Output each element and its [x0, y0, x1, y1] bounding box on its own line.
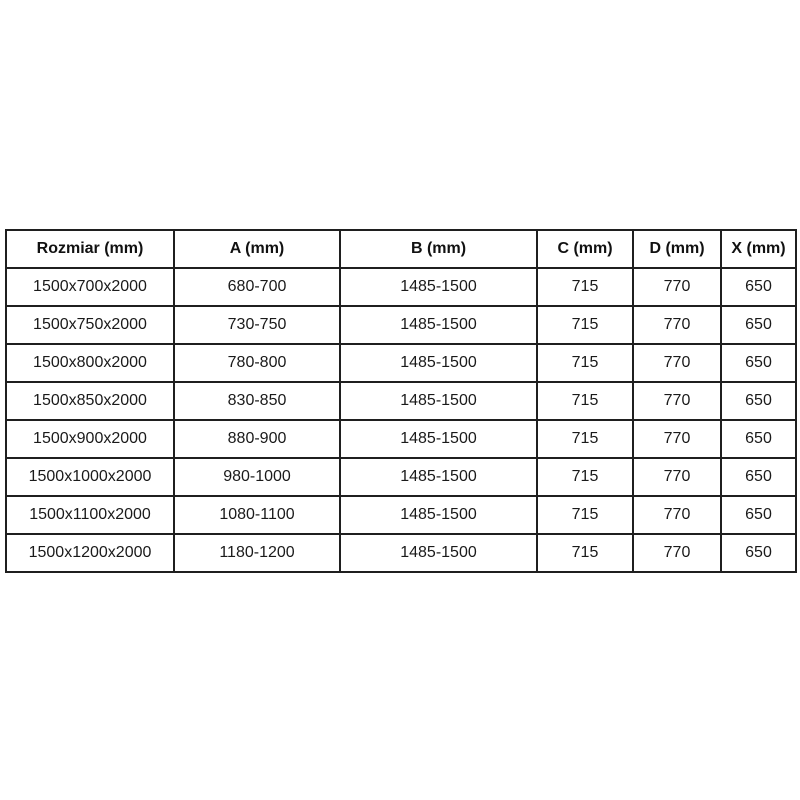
table-cell: 650	[721, 344, 796, 382]
table-cell: 1500x700x2000	[6, 268, 174, 306]
table-cell: 1500x750x2000	[6, 306, 174, 344]
column-header-d: D (mm)	[633, 230, 721, 268]
table-cell: 1485-1500	[340, 344, 537, 382]
table-cell: 770	[633, 382, 721, 420]
table-cell: 830-850	[174, 382, 340, 420]
table-cell: 650	[721, 268, 796, 306]
table-row	[6, 268, 796, 306]
table-row	[6, 306, 796, 344]
table-cell: 1080-1100	[174, 496, 340, 534]
column-header-b: B (mm)	[340, 230, 537, 268]
column-header-c: C (mm)	[537, 230, 633, 268]
table-cell: 770	[633, 458, 721, 496]
table-cell: 1180-1200	[174, 534, 340, 572]
table-cell: 1500x1000x2000	[6, 458, 174, 496]
table-row	[6, 420, 796, 458]
table-row	[6, 382, 796, 420]
table-cell: 715	[537, 458, 633, 496]
table-cell: 1485-1500	[340, 420, 537, 458]
table-cell: 715	[537, 306, 633, 344]
table-cell: 650	[721, 306, 796, 344]
table-cell: 880-900	[174, 420, 340, 458]
table-cell: 1500x1200x2000	[6, 534, 174, 572]
table-cell: 1485-1500	[340, 534, 537, 572]
table-row	[6, 458, 796, 496]
column-header-rozmiar: Rozmiar (mm)	[6, 230, 174, 268]
table-cell: 1500x1100x2000	[6, 496, 174, 534]
table-cell: 1485-1500	[340, 268, 537, 306]
table-cell: 650	[721, 420, 796, 458]
table-row	[6, 534, 796, 572]
table-cell: 770	[633, 268, 721, 306]
header-row	[6, 230, 796, 268]
table-cell: 1485-1500	[340, 306, 537, 344]
table-cell: 770	[633, 496, 721, 534]
table-cell: 680-700	[174, 268, 340, 306]
table-cell: 715	[537, 420, 633, 458]
table-cell: 1500x900x2000	[6, 420, 174, 458]
table-cell: 1485-1500	[340, 382, 537, 420]
table-cell: 770	[633, 420, 721, 458]
table-row	[6, 344, 796, 382]
table-cell: 715	[537, 268, 633, 306]
table-cell: 770	[633, 306, 721, 344]
column-header-a: A (mm)	[174, 230, 340, 268]
table-cell: 715	[537, 496, 633, 534]
table-cell: 980-1000	[174, 458, 340, 496]
table-cell: 730-750	[174, 306, 340, 344]
table-cell: 650	[721, 382, 796, 420]
table-cell: 1500x850x2000	[6, 382, 174, 420]
table-cell: 715	[537, 534, 633, 572]
table-cell: 1485-1500	[340, 496, 537, 534]
table-cell: 650	[721, 458, 796, 496]
size-spec-table	[5, 229, 797, 573]
table-cell: 770	[633, 344, 721, 382]
table-cell: 715	[537, 382, 633, 420]
table-cell: 650	[721, 534, 796, 572]
table-cell: 770	[633, 534, 721, 572]
table-row	[6, 496, 796, 534]
table-cell: 780-800	[174, 344, 340, 382]
table-cell: 1485-1500	[340, 458, 537, 496]
table-cell: 650	[721, 496, 796, 534]
column-header-x: X (mm)	[721, 230, 796, 268]
table-cell: 1500x800x2000	[6, 344, 174, 382]
table-cell: 715	[537, 344, 633, 382]
